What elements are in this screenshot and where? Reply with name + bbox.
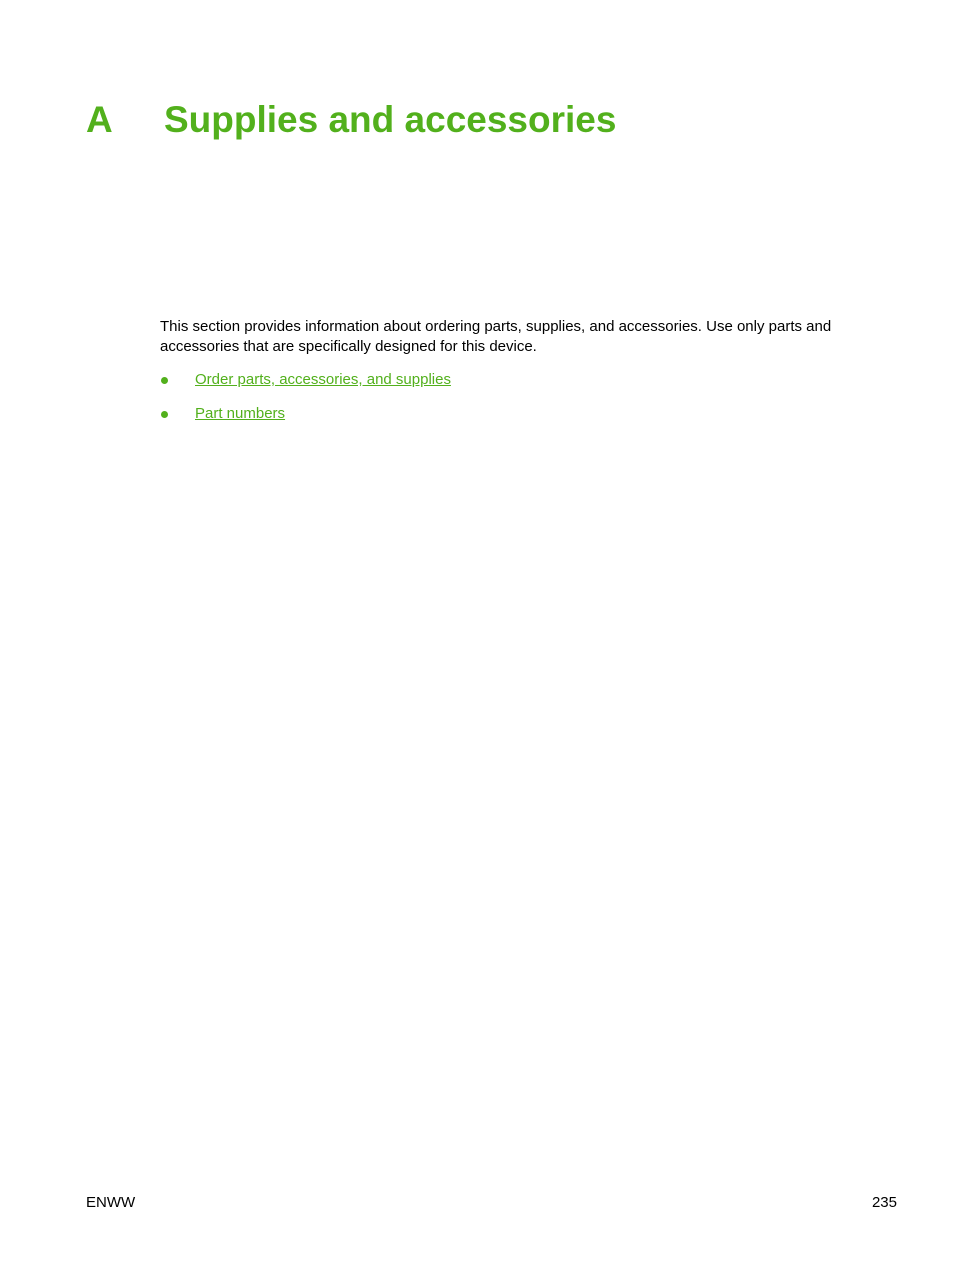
section-link-list [160, 370, 451, 438]
bullet-icon [161, 411, 168, 418]
chapter-heading [86, 96, 616, 144]
link-order-parts[interactable]: Order parts, accessories, and supplies [195, 371, 451, 388]
page-number: 235 [871, 1194, 897, 1211]
list-item [160, 404, 451, 424]
intro-paragraph: This section provides information about ordering parts, supplies, and accessories. Use only parts and accessories that are specifically designed for this device. [160, 318, 832, 355]
link-part-numbers[interactable]: Part numbers [195, 405, 286, 422]
footer-label: ENWW [86, 1194, 136, 1211]
chapter-title: Supplies and accessories [164, 99, 617, 140]
chapter-letter: A [86, 99, 113, 140]
bullet-icon [161, 377, 168, 384]
list-item [160, 370, 451, 390]
